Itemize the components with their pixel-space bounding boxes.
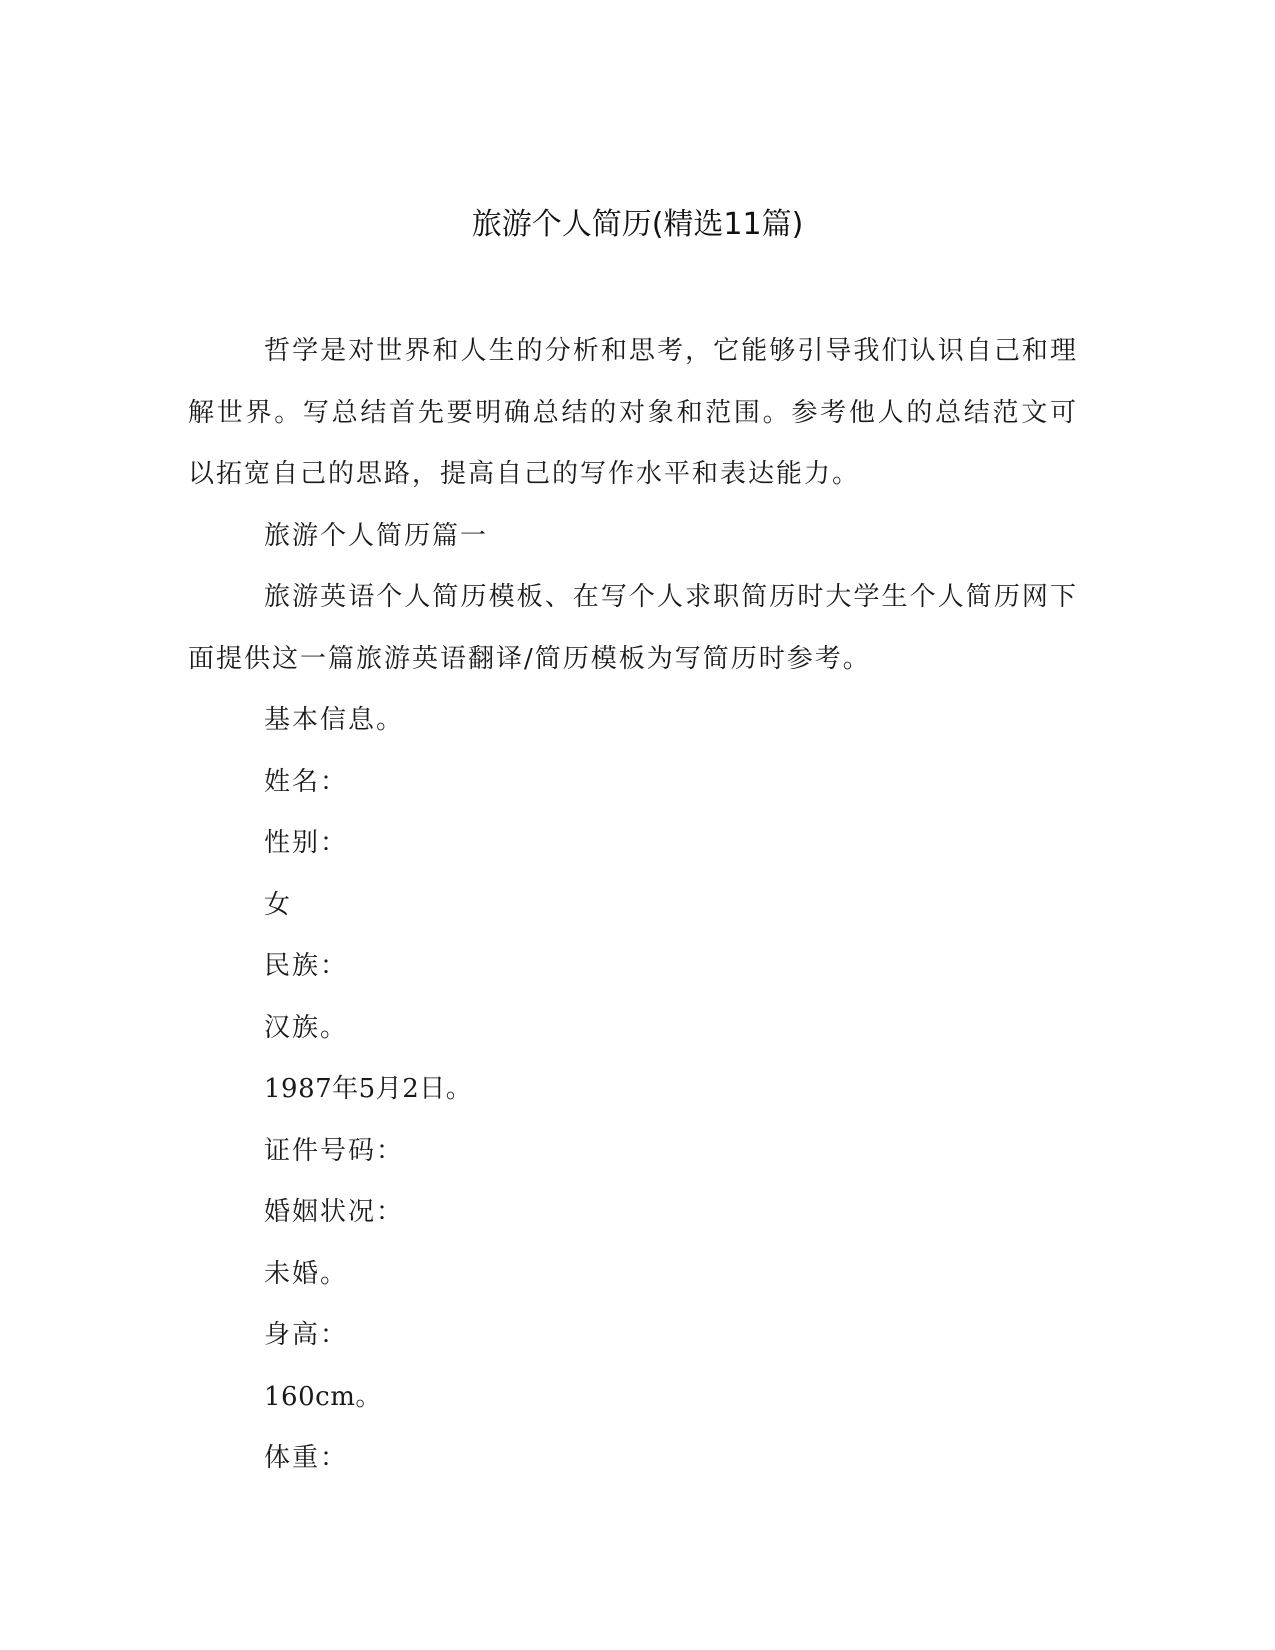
document-title: 旅游个人简历(精选11篇)	[471, 207, 804, 242]
field-weight-label: 体重：	[264, 1443, 349, 1473]
section-intro-paragraph: 旅游英语个人简历模板、在写个人求职简历时大学生个人简历网下面提供这一篇旅游英语翻译/简历模板为写简历时参考。	[188, 582, 1078, 674]
field-marital-status-value: 未婚。	[264, 1258, 349, 1289]
field-gender-value: 女	[264, 889, 293, 920]
field-height-label: 身高：	[264, 1320, 349, 1350]
field-birthdate-value: 1987年5月2日。	[264, 1074, 473, 1104]
field-height-value: 160cm。	[264, 1381, 382, 1412]
field-ethnicity-label: 民族：	[264, 951, 349, 981]
intro-paragraph: 哲学是对世界和人生的分析和思考，它能够引导我们认识自己和理解世界。写总结首先要明确总结的对象和范围。参考他人的总结范文可以拓宽自己的思路，提高自己的写作水平和表达能力。	[188, 336, 1078, 489]
field-gender-label: 性别：	[264, 828, 349, 858]
field-marital-status-label: 婚姻状况：	[264, 1197, 405, 1227]
section-heading: 旅游个人简历篇一	[264, 520, 489, 551]
field-id-number-label: 证件号码：	[264, 1135, 405, 1166]
field-basic-info: 基本信息。	[264, 705, 405, 735]
field-ethnicity-value: 汉族。	[264, 1012, 349, 1043]
document-body	[188, 321, 1078, 1490]
field-name-label: 姓名：	[264, 766, 349, 797]
